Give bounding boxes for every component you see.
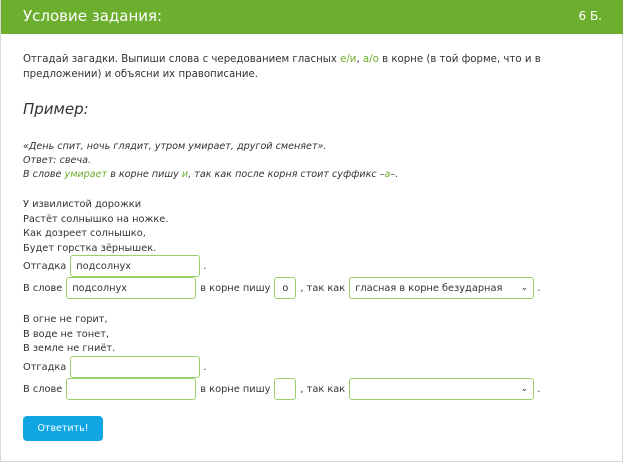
riddle2-text [23,313,115,357]
riddle2-answer-period: . [203,361,207,373]
riddle1-answer-label: Отгадка [23,260,67,272]
riddle1-word-label: В слове [23,282,63,294]
riddle2-line: В воде не тонет, [23,328,110,340]
task-text-sep: , [356,54,363,65]
header-title: Условие задания: [23,7,163,25]
riddle1-word-input[interactable]: подсолнух [66,277,196,299]
example-letter: и [181,169,189,180]
riddle1-word-period: . [537,282,541,294]
header-score: 6 Б. [578,9,602,23]
example-title: Пример: [23,100,89,118]
riddle1-letter-input[interactable]: о [274,277,296,299]
example-line1: «День спит, ночь глядит, утром умирает, другой сменяет». [23,141,327,152]
riddle2-answer-input[interactable] [70,356,200,378]
riddle2-word-row [23,378,540,400]
example-line2: Ответ: свеча. [23,155,91,166]
riddle2-line: В огне не горит, [23,314,108,325]
example-block [23,140,398,182]
riddle1-line: Будет горстка зёрнышек. [23,242,157,254]
riddle1-root-label: в корне пишу [200,282,271,294]
task-text-ei: е/и [340,54,357,65]
riddle1-line: Растёт солнышко на ножке. [23,213,169,225]
riddle2-answer-row [23,356,206,378]
riddle2-word-period: . [537,383,541,395]
task-text-part1: Отгадай загадки. Выпиши слова с чередованием гласных [23,54,341,65]
example-word: умирает [64,169,108,180]
riddle1-reason-value: гласная в корне безударная [355,282,503,294]
riddle1-word-row [23,277,540,299]
riddle1-line: Как дозреет солнышко, [23,228,146,240]
riddle2-word-input[interactable] [66,378,196,400]
riddle2-because-label: , так как [300,383,346,395]
riddle2-answer-label: Отгадка [23,361,67,373]
example-line3 [23,168,398,182]
submit-button[interactable]: Ответить! [23,416,103,441]
example-line3-d: –. [390,169,399,180]
task-instructions [23,52,603,82]
riddle1-reason-select[interactable] [349,277,534,299]
task-text-part2: в корне (в той форме, что и в предложении) и объясни их правописание. [23,54,541,80]
riddle1-answer-row [23,255,206,277]
riddle1-line: У извилистой дорожки [23,199,142,210]
example-line3-c: , так как после корня стоит суффикс – [188,169,385,180]
riddle1-text [23,198,168,256]
riddle1-because-label: , так как [300,282,346,294]
riddle2-letter-input[interactable] [274,378,296,400]
task-header [1,0,623,34]
riddle2-root-label: в корне пишу [200,383,271,395]
riddle2-reason-select[interactable] [349,378,534,400]
example-line3-a: В слове [23,169,65,180]
example-suffix: а [384,169,391,180]
riddle2-word-label: В слове [23,383,63,395]
riddle2-line: В земле не гниёт. [23,343,116,355]
riddle1-answer-period: . [203,260,207,272]
example-line3-b: в корне пишу [107,169,182,180]
chevron-down-icon: ⌄ [520,384,529,394]
task-text-ao: а/о [362,54,379,65]
riddle1-answer-input[interactable]: подсолнух [70,255,200,277]
chevron-down-icon: ⌄ [520,283,529,293]
